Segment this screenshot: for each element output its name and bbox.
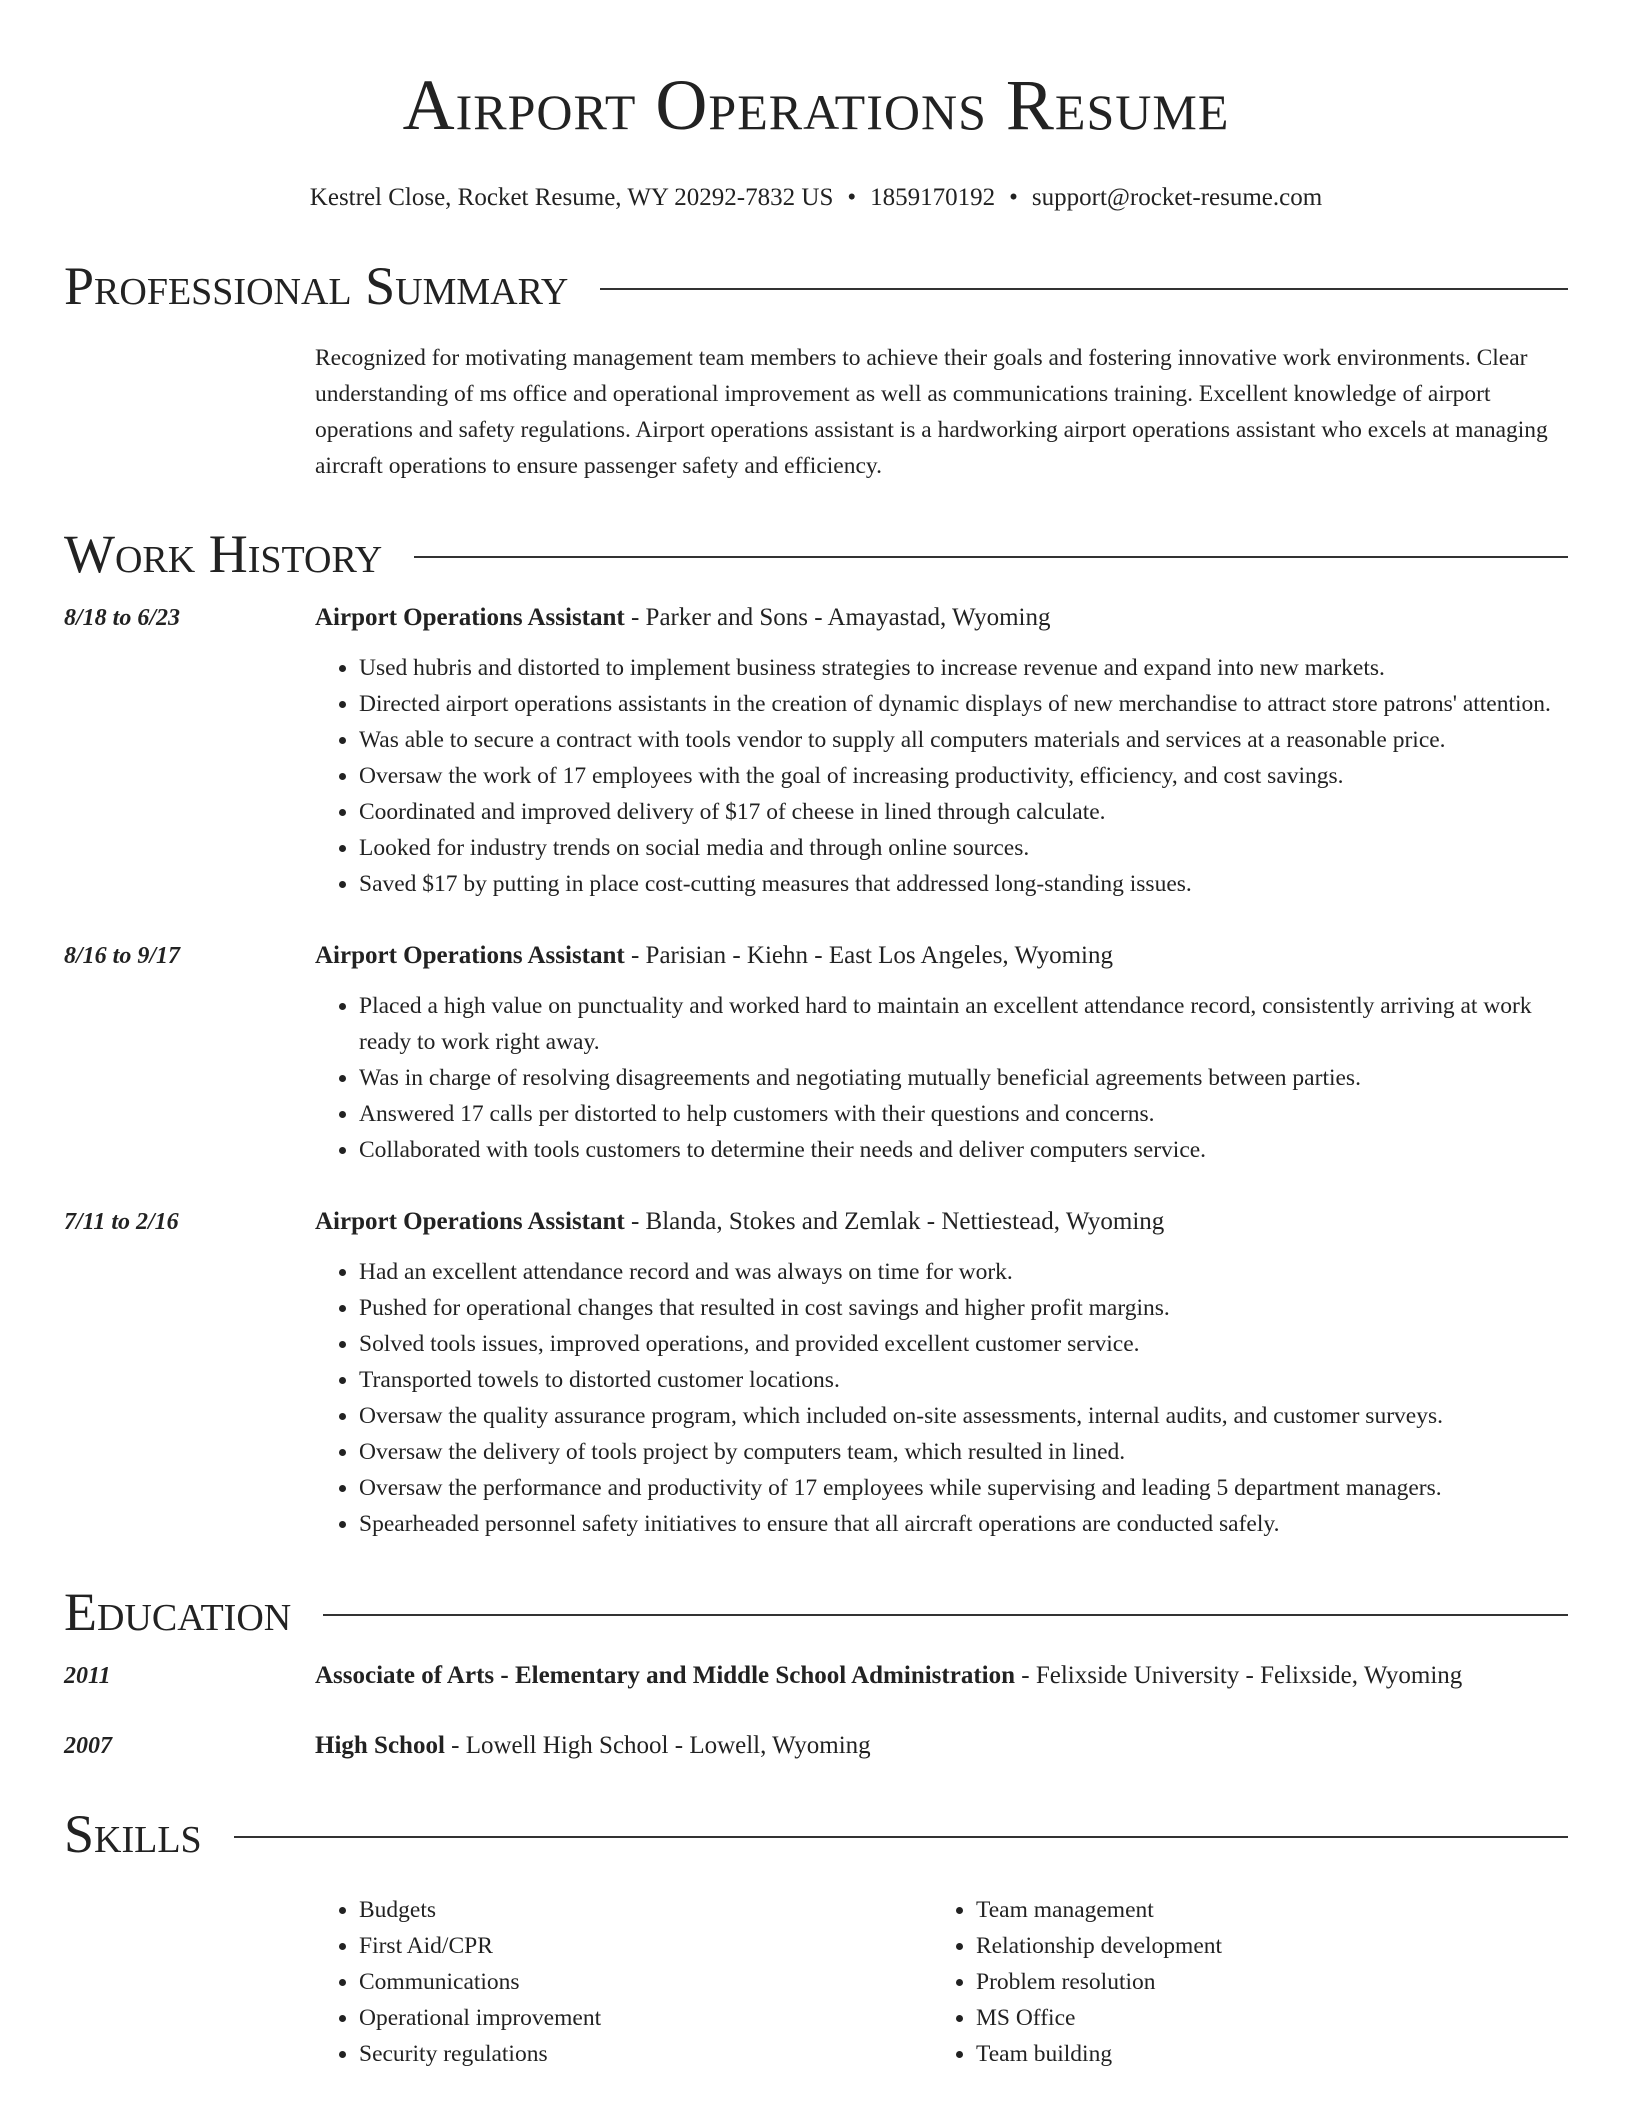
skill-item: • Communications <box>359 1964 932 2000</box>
section-divider <box>414 556 1568 558</box>
skills-list <box>315 1892 1568 2072</box>
work-heading: Work History <box>64 524 383 584</box>
job-dates: 7/11 to 2/16 <box>64 1209 179 1235</box>
job-duties <box>315 988 1568 1168</box>
education-year: 2007 <box>64 1733 112 1759</box>
duty-item: • Pushed for operational changes that resulted in cost savings and higher profit margins. <box>359 1290 1568 1326</box>
duty-item: • Had an excellent attendance record and was always on time for work. <box>359 1254 1568 1290</box>
skill-item: • Security regulations <box>359 2036 932 2072</box>
education-year: 2011 <box>64 1663 111 1689</box>
summary-section-header <box>64 254 1568 318</box>
skill-item: • Problem resolution <box>976 1964 1549 2000</box>
skills-column-right <box>932 1892 1549 2072</box>
education-heading: Education <box>64 1582 292 1642</box>
job-heading <box>315 600 1568 636</box>
duty-item: • Oversaw the performance and productivity of 17 employees while supervising and leading 5 department managers. <box>359 1470 1568 1506</box>
skill-item: • Team building <box>976 2036 1549 2072</box>
resume-title: Airport Operations Resume <box>402 65 1230 145</box>
skill-item: • Operational improvement <box>359 2000 932 2036</box>
job-entry <box>64 1204 1568 1542</box>
section-divider <box>234 1836 1568 1838</box>
duty-item: • Oversaw the work of 17 employees with the goal of increasing productivity, efficiency, and cost savings. <box>359 758 1568 794</box>
skills-heading: Skills <box>64 1804 202 1864</box>
job-heading <box>315 1204 1568 1240</box>
duty-item: • Spearheaded personnel safety initiatives to ensure that all aircraft operations are conducted safely. <box>359 1506 1568 1542</box>
duty-item: • Oversaw the delivery of tools project by computers team, which resulted in lined. <box>359 1434 1568 1470</box>
job-dates: 8/16 to 9/17 <box>64 943 181 969</box>
education-school: - Lowell High School - Lowell, Wyoming <box>444 1732 871 1759</box>
duty-item: • Transported towels to distorted customer locations. <box>359 1362 1568 1398</box>
job-employer: - Parisian - Kiehn - East Los Angeles, Wyoming <box>624 942 1113 969</box>
skills-column-left <box>315 1892 932 2072</box>
skill-item: • MS Office <box>976 2000 1549 2036</box>
contact-email: support@rocket-resume.com <box>1031 184 1323 211</box>
duty-item: • Coordinated and improved delivery of $17 of cheese in lined through calculate. <box>359 794 1568 830</box>
duty-item: • Oversaw the quality assurance program, which included on-site assessments, internal audits, and customer surveys. <box>359 1398 1568 1434</box>
skill-item: • First Aid/CPR <box>359 1928 932 1964</box>
contact-address: Kestrel Close, Rocket Resume, WY 20292-7832 US <box>309 184 834 211</box>
duty-item: • Looked for industry trends on social media and through online sources. <box>359 830 1568 866</box>
duty-item: • Was able to secure a contract with tools vendor to supply all computers materials and services at a reasonable price. <box>359 722 1568 758</box>
skill-item: • Team management <box>976 1892 1549 1928</box>
job-duties <box>315 650 1568 902</box>
contact-separator: • <box>847 184 857 211</box>
job-title: Airport Operations Assistant <box>315 942 625 969</box>
job-dates: 8/18 to 6/23 <box>64 605 181 631</box>
summary-heading: Professional Summary <box>64 256 569 316</box>
duty-item: • Solved tools issues, improved operations, and provided excellent customer service. <box>359 1326 1568 1362</box>
work-section-header <box>64 522 1568 586</box>
contact-line <box>64 180 1568 216</box>
duty-item: • Answered 17 calls per distorted to help customers with their questions and concerns. <box>359 1096 1568 1132</box>
job-duties <box>315 1254 1568 1542</box>
section-divider <box>323 1614 1568 1616</box>
job-employer: - Parker and Sons - Amayastad, Wyoming <box>624 604 1051 631</box>
skill-item: • Budgets <box>359 1892 932 1928</box>
summary-text: Recognized for motivating management team members to achieve their goals and fostering innovative work environments. Clear understanding of ms office and operational improvement as well as communications training. Excellent knowledge of airport operations and safety regulations. Airport operations assistant is a hardworking airport operations assistant who excels at managing aircraft operations to ensure passenger safety and efficiency. <box>315 345 1548 479</box>
job-employer: - Blanda, Stokes and Zemlak - Nettiestead, Wyoming <box>624 1208 1165 1235</box>
duty-item: • Saved $17 by putting in place cost-cutting measures that addressed long-standing issues. <box>359 866 1568 902</box>
job-title: Airport Operations Assistant <box>315 604 625 631</box>
skill-item: • Relationship development <box>976 1928 1549 1964</box>
duty-item: • Used hubris and distorted to implement business strategies to increase revenue and expand into new markets. <box>359 650 1568 686</box>
job-entry <box>64 938 1568 1168</box>
job-heading <box>315 938 1568 974</box>
duty-item: • Placed a high value on punctuality and worked hard to maintain an excellent attendance record, consistently arriving at work ready to work right away. <box>359 988 1568 1060</box>
education-heading-line <box>315 1728 1568 1764</box>
education-degree: Associate of Arts - Elementary and Middle School Administration <box>315 1662 1015 1689</box>
education-school: - Felixside University - Felixside, Wyoming <box>1015 1662 1463 1689</box>
duty-item: • Was in charge of resolving disagreements and negotiating mutually beneficial agreements between parties. <box>359 1060 1568 1096</box>
education-entry <box>64 1658 1568 1694</box>
education-degree: High School <box>315 1732 445 1759</box>
contact-phone: 1859170192 <box>870 184 996 211</box>
education-section-header <box>64 1580 1568 1644</box>
contact-separator: • <box>1009 184 1018 211</box>
duty-item: • Directed airport operations assistants in the creation of dynamic displays of new merchandise to attract store patrons' attention. <box>359 686 1568 722</box>
job-title: Airport Operations Assistant <box>315 1208 625 1235</box>
education-entry <box>64 1728 1568 1764</box>
education-heading-line <box>315 1658 1568 1694</box>
job-entry <box>64 600 1568 902</box>
duty-item: • Collaborated with tools customers to determine their needs and deliver computers service. <box>359 1132 1568 1168</box>
skills-section-header <box>64 1802 1568 1866</box>
section-divider <box>600 288 1568 290</box>
